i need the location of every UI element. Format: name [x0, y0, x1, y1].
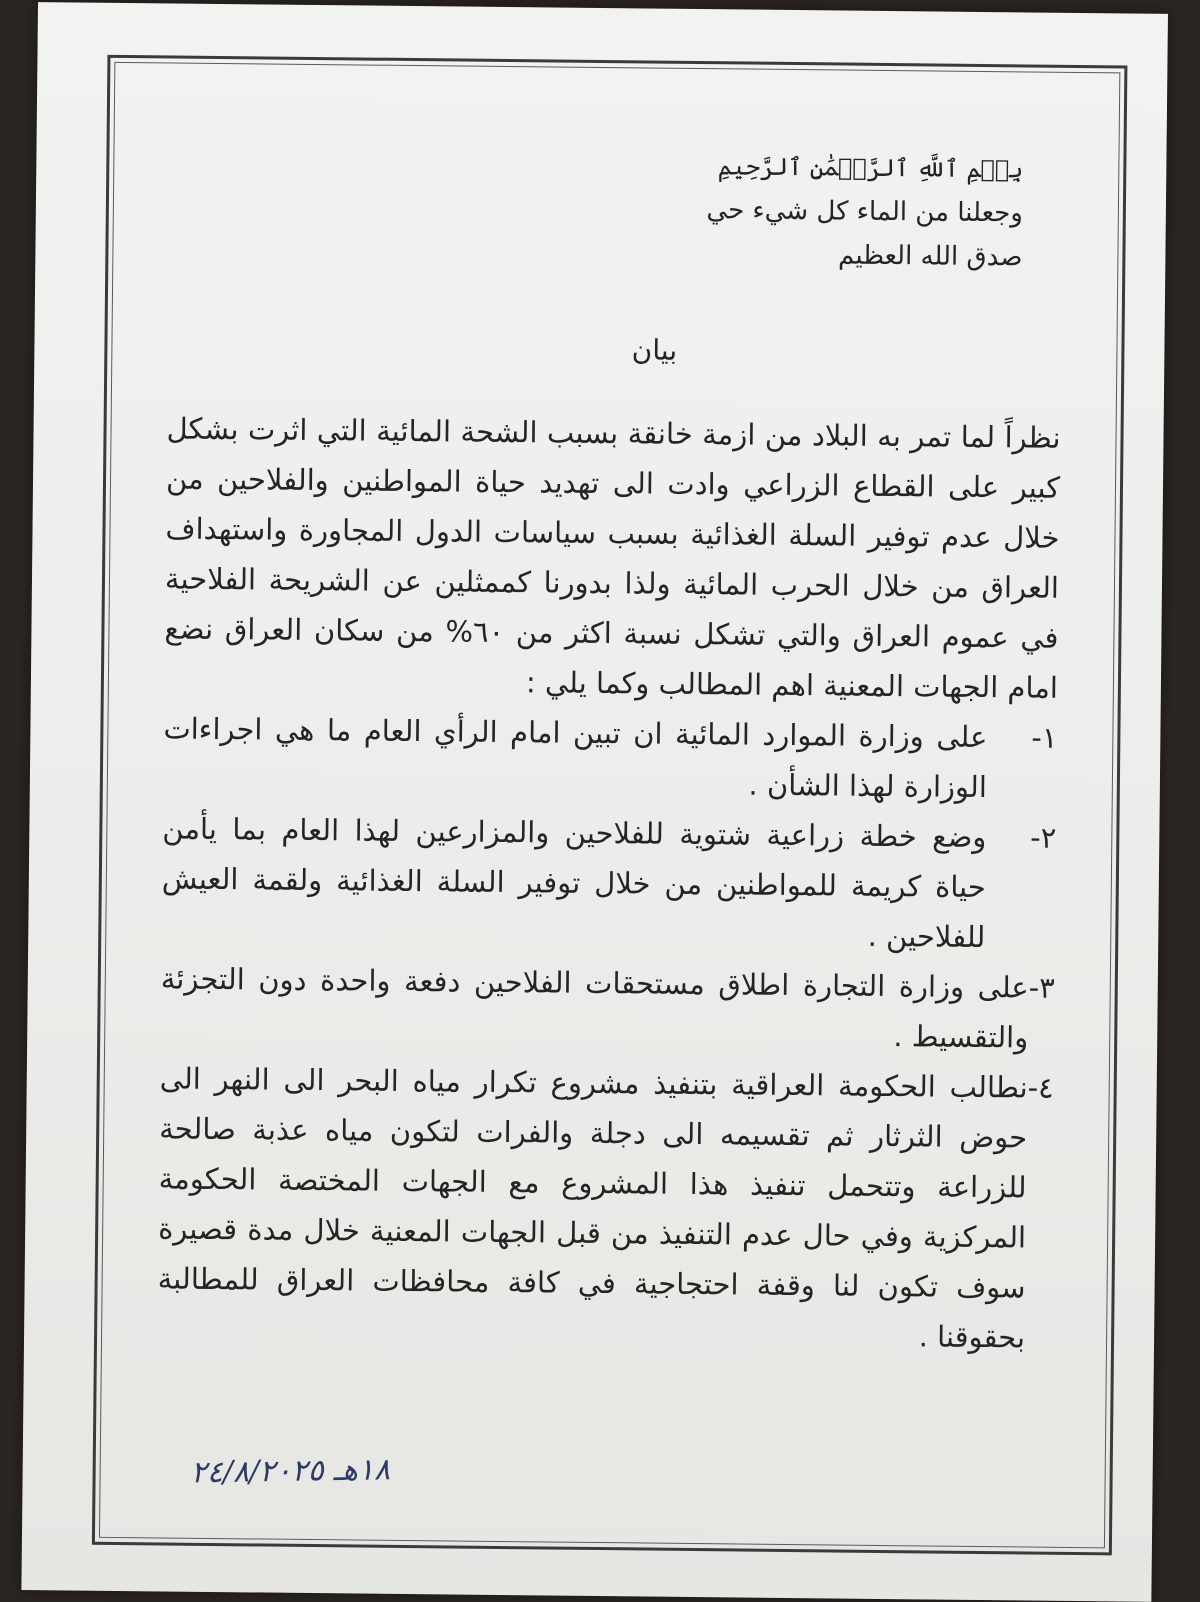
document-sheet [21, 2, 1168, 1602]
verse-closing: صدق الله العظيم [837, 240, 1023, 273]
demand-text: على وزارة الموارد المائية ان تبين امام الرأي العام ما هي اجراءات الوزارة لهذا الشأن . [163, 711, 988, 805]
demand-item-1 [163, 703, 1058, 812]
basmala: بِسۡمِ ٱللَّهِ ٱلرَّحۡمَٰنِ ٱلرَّحِيمِ [717, 152, 1024, 184]
statement-intro: نظراً لما تمر به البلاد من ازمة خانقة بسبب الشحة المائية التي اثرت بشكل كبير على القطاع الزراعي وادت الى تهديد حياة المواطنين والفلاحين من خلال عدم توفير السلة الغذائية بسبب سياسات الدول المجاورة واستهداف العراق من خلال الحرب المائية ولذا بدورنا كممثلين عن الشريحة الفلاحية في عموم العراق والتي تشكل نسبة اكثر من ٦٠% من سكان العراق نضع امام الجهات المعنية اهم المطالب وكما يلي : [164, 411, 1061, 705]
opening-verse [168, 138, 1023, 279]
quran-verse: وجعلنا من الماء كل شيء حي [706, 195, 1024, 229]
demand-number: ٤- [1027, 1070, 1054, 1105]
demand-text: وضع خطة زراعية شتوية للفلاحين والمزارعين لهذا العام بما يأمن حياة كريمة للمواطنين من خلال توفير السلة الغذائية ولقمة العيش للفلاحين . [161, 811, 987, 955]
demand-number: ١- [1031, 720, 1058, 755]
page-border [92, 55, 1128, 1556]
statement-title: بيان [631, 333, 678, 367]
demand-item-4 [157, 1053, 1054, 1362]
demand-item-3 [160, 953, 1055, 1062]
demand-number: ٣- [1028, 970, 1055, 1005]
handwritten-date: ١٨هـ ٢٤/٨/٢٠٢٥ [190, 1452, 391, 1491]
statement-content [157, 138, 1064, 1362]
demand-text: على وزارة التجارة اطلاق مستحقات الفلاحين دفعة واحدة دون التجزئة والتقسيط . [160, 961, 1029, 1055]
demand-number: ٢- [1030, 820, 1057, 855]
demand-item-2 [161, 803, 1057, 962]
demand-text: نطالب الحكومة العراقية بتنفيذ مشروع تكرار مياه البحر الى النهر الى حوض الثرثار ثم تقسيمه الى دجلة والفرات لتكون مياه عذبة صالحة للزراعة وتتحمل تنفيذ هذا المشروع مع الجهات المختصة الحكومة المركزية وفي حال عدم التنفيذ من قبل الجهات المعنية خلال مدة قصيرة سوف تكون لنا وقفة احتجاجية في كافة محافظات العراق للمطالبة بحقوقنا . [157, 1061, 1028, 1355]
